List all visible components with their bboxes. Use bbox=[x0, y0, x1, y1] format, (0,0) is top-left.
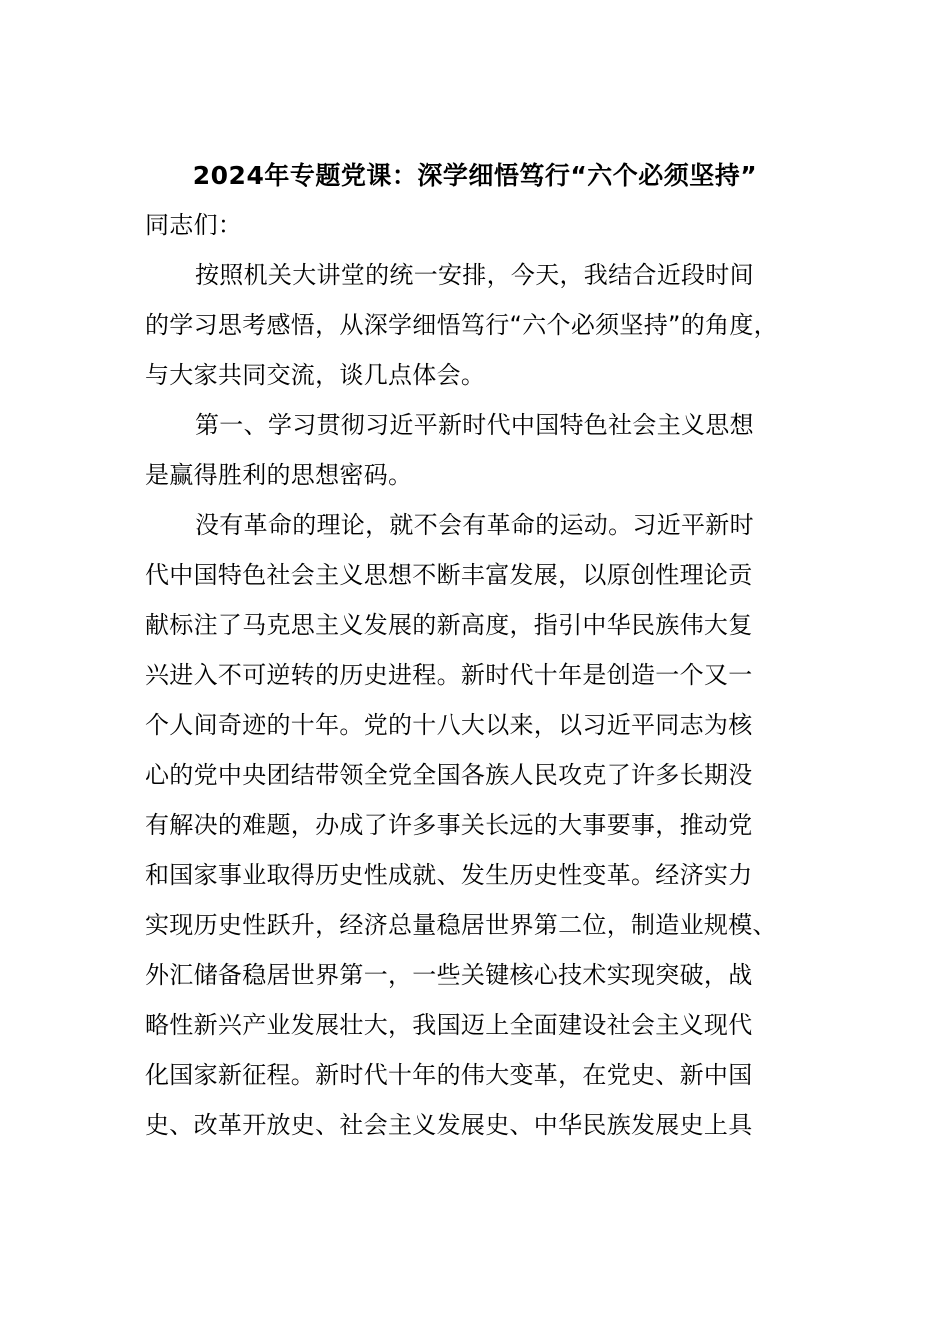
paragraph-line: 兴进入不可逆转的历史进程。新时代十年是创造一个又一 bbox=[145, 661, 753, 689]
section-heading-line: 第一、学习贯彻习近平新时代中国特色社会主义思想 bbox=[195, 411, 754, 439]
paragraph-line: 按照机关大讲堂的统一安排，今天，我结合近段时间 bbox=[195, 261, 754, 289]
section-heading-line: 是赢得胜利的思想密码。 bbox=[145, 461, 413, 489]
paragraph-line: 有解决的难题，办成了许多事关长远的大事要事，推动党 bbox=[145, 811, 753, 839]
paragraph-line: 献标注了马克思主义发展的新高度，指引中华民族伟大复 bbox=[145, 611, 753, 639]
paragraph-line: 和国家事业取得历史性成就、发生历史性变革。经济实力 bbox=[145, 861, 753, 889]
paragraph-line: 个人间奇迹的十年。党的十八大以来，以习近平同志为核 bbox=[145, 711, 753, 739]
document-body bbox=[145, 200, 805, 1150]
paragraph-line: 化国家新征程。新时代十年的伟大变革，在党史、新中国 bbox=[145, 1061, 753, 1089]
document-title: 2024年专题党课：深学细悟笃行“六个必须坚持” bbox=[192, 161, 758, 190]
paragraph-line: 实现历史性跃升，经济总量稳居世界第二位，制造业规模、 bbox=[145, 911, 777, 939]
paragraph-line: 史、改革开放史、社会主义发展史、中华民族发展史上具 bbox=[145, 1111, 753, 1139]
paragraph-line: 心的党中央团结带领全党全国各族人民攻克了许多长期没 bbox=[145, 761, 753, 789]
paragraph-line: 与大家共同交流，谈几点体会。 bbox=[145, 361, 486, 389]
paragraph-line: 代中国特色社会主义思想不断丰富发展，以原创性理论贡 bbox=[145, 561, 753, 589]
paragraph-line: 没有革命的理论，就不会有革命的运动。习近平新时 bbox=[195, 511, 754, 539]
salutation: 同志们： bbox=[145, 211, 243, 239]
paragraph-line: 略性新兴产业发展壮大，我国迈上全面建设社会主义现代 bbox=[145, 1011, 753, 1039]
paragraph-line: 的学习思考感悟，从深学细悟笃行“六个必须坚持”的角度， bbox=[145, 311, 778, 339]
paragraph-line: 外汇储备稳居世界第一，一些关键核心技术实现突破，战 bbox=[145, 961, 753, 989]
